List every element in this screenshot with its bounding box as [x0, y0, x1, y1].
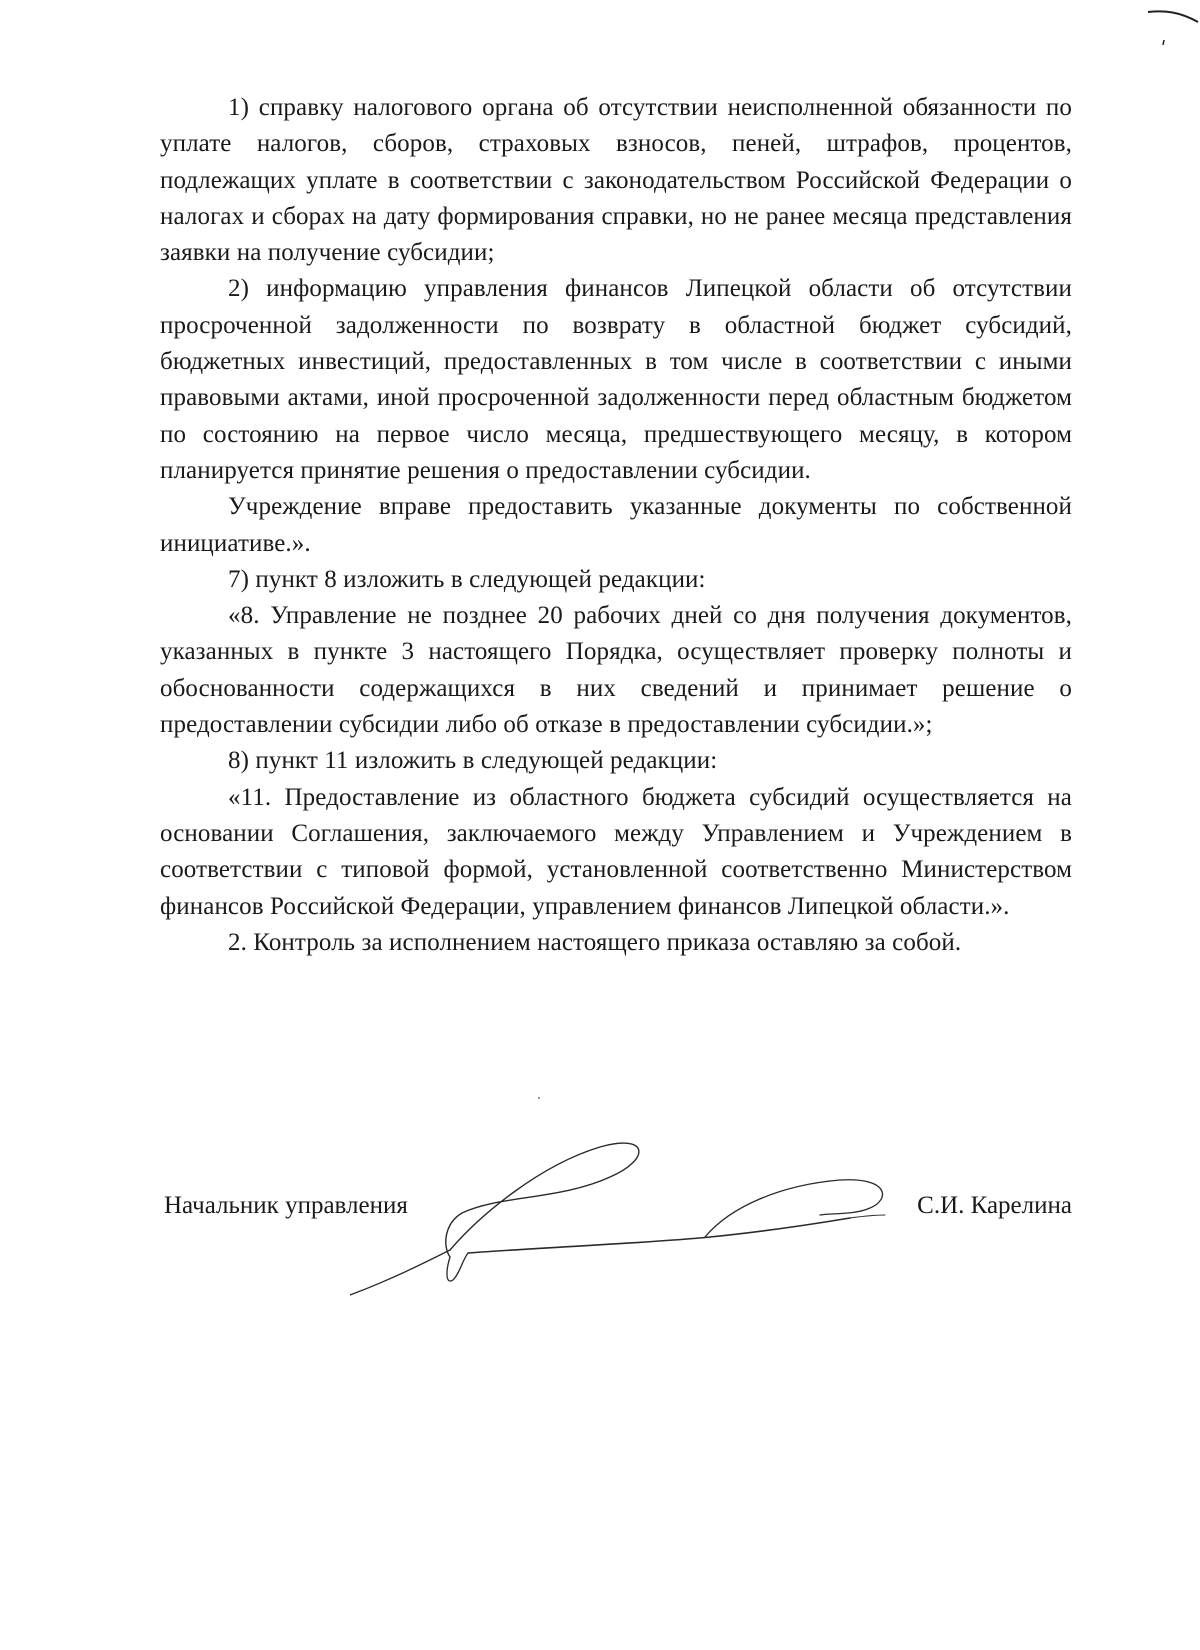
- document-body: [160, 90, 1072, 961]
- paragraph-own-initiative: Учреждение вправе предоставить указанные документы по собственной инициативе.».: [160, 493, 1072, 557]
- paragraph-item-7-heading: 7) пункт 8 изложить в следующей редакции:: [228, 565, 706, 593]
- scan-dot: [538, 1097, 540, 1099]
- scan-corner-mark: [1140, 0, 1200, 60]
- paragraph-item-2-finance-info: 2) информацию управления финансов Липецкой области об отсутствии просроченной задолженности по возврату в областной бюджет субсидий, бюджетных инвестиций, предоставленных в том числе в соответствии с иными правовыми актами, иной просроченной задолженности перед областным бюджетом по состоянию на первое число месяца, предшествующего месяцу, в котором планируется принятие решения о предоставлении субсидии.: [160, 275, 1072, 484]
- paragraph-point-11-text: «11. Предоставление из областного бюджета субсидий осуществляется на основании Соглашения, заключаемого между Управлением и Учреждением в соответствии с типовой формой, установленной соответственно Министерством финансов Российской Федерации, управлением финансов Липецкой области.».: [160, 783, 1072, 920]
- paragraph-point-8-text: «8. Управление не позднее 20 рабочих дней со дня получения документов, указанных в пункте 3 настоящего Порядка, осуществляет проверку полноты и обоснованности содержащихся в них сведений и принимает решение о предоставлении субсидии либо об отказе в предоставлении субсидии.»;: [160, 602, 1072, 739]
- signatory-name: С.И. Карелина: [917, 1192, 1072, 1219]
- paragraph-control-clause: 2. Контроль за исполнением настоящего приказа оставляю за собой.: [228, 928, 962, 956]
- signatory-position: Начальник управления: [164, 1192, 408, 1219]
- paragraph-item-1-tax-certificate: 1) справку налогового органа об отсутствии неисполненной обязанности по уплате налогов, сборов, страховых взносов, пеней, штрафов, процентов, подлежащих уплате в соответствии с законодательством Российской Федерации о налогах и сборах на дату формирования справки, но не ранее месяца представления заявки на получение субсидии;: [160, 94, 1072, 267]
- handwritten-signature: [350, 1125, 930, 1315]
- paragraph-item-8-heading: 8) пункт 11 изложить в следующей редакции:: [228, 747, 718, 775]
